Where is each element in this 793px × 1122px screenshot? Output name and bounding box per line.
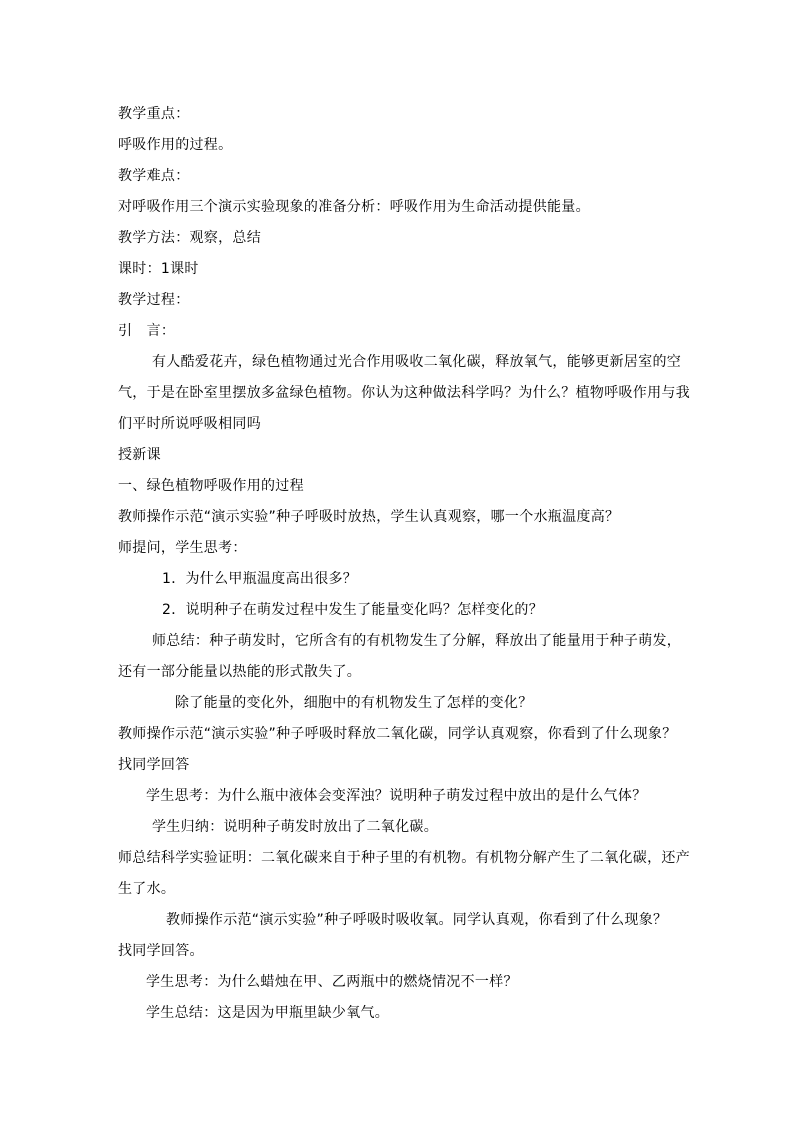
heading-teaching-difficulty: 教学难点：: [118, 168, 190, 184]
text-teaching-method: 教学方法：观察，总结: [118, 230, 261, 246]
list-item-question-1: 1．为什么甲瓶温度高出很多？: [162, 571, 358, 587]
text-teacher-question: 师提问，学生思考：: [118, 540, 247, 556]
intro-paragraph-line-3: 们平时所说呼吸相同吗: [118, 416, 261, 432]
heading-teaching-process: 教学过程：: [118, 292, 190, 308]
text-student-summary-1: 学生归纳：说明种子萌发时放出了二氧化碳。: [152, 819, 438, 835]
text-ask-student-2: 找同学回答。: [118, 943, 204, 959]
intro-paragraph-line-1: 有人酷爱花卉，绿色植物通过光合作用吸收二氧化碳，释放氧气，能够更新居室的空: [152, 354, 682, 370]
text-organic-change-question: 除了能量的变化外，细胞中的有机物发生了怎样的变化？: [175, 695, 533, 711]
teacher-conclusion-line-1: 师总结科学实验证明：二氧化碳来自于种子里的有机物。有机物分解产生了二氧化碳，还产: [118, 850, 690, 866]
teacher-summary-line-1: 师总结：种子萌发时，它所含有的有机物发生了分解，释放出了能量用于种子萌发，: [152, 633, 682, 649]
text-demo-oxygen: 教师操作示范“演示实验”种子呼吸时吸收氧。同学认真观，你看到了什么现象？: [166, 912, 668, 928]
text-demo-co2: 教师操作示范“演示实验”种子呼吸时释放二氧化碳，同学认真观察，你看到了什么现象？: [118, 726, 677, 742]
heading-teaching-focus: 教学重点：: [118, 106, 190, 122]
text-demo-heat: 教师操作示范“演示实验”种子呼吸时放热，学生认真观察，哪一个水瓶温度高？: [118, 509, 620, 525]
text-teaching-difficulty: 对呼吸作用三个演示实验现象的准备分析：呼吸作用为生命活动提供能量。: [118, 199, 590, 215]
text-teaching-focus: 呼吸作用的过程。: [118, 137, 233, 153]
text-student-thinking-1: 学生思考：为什么瓶中液体会变浑浊？说明种子萌发过程中放出的是什么气体？: [146, 788, 647, 804]
section-title-respiration-process: 一、绿色植物呼吸作用的过程: [118, 478, 304, 494]
teacher-conclusion-line-2: 生了水。: [118, 881, 176, 897]
text-class-hours: 课时：1课时: [118, 261, 199, 277]
text-student-summary-2: 学生总结：这是因为甲瓶里缺少氧气。: [146, 1005, 390, 1021]
intro-paragraph-line-2: 气，于是在卧室里摆放多盆绿色植物。你认为这种做法科学吗？为什么？植物呼吸作用与我: [118, 385, 690, 401]
teacher-summary-line-2: 还有一部分能量以热能的形式散失了。: [118, 664, 362, 680]
list-item-question-2: 2．说明种子在萌发过程中发生了能量变化吗？怎样变化的？: [162, 602, 544, 618]
heading-new-lesson: 授新课: [118, 447, 161, 463]
text-ask-student-1: 找同学回答: [118, 757, 190, 773]
heading-introduction: 引 言：: [118, 323, 176, 339]
text-student-thinking-2: 学生思考：为什么蜡烛在甲、乙两瓶中的燃烧情况不一样？: [146, 974, 518, 990]
